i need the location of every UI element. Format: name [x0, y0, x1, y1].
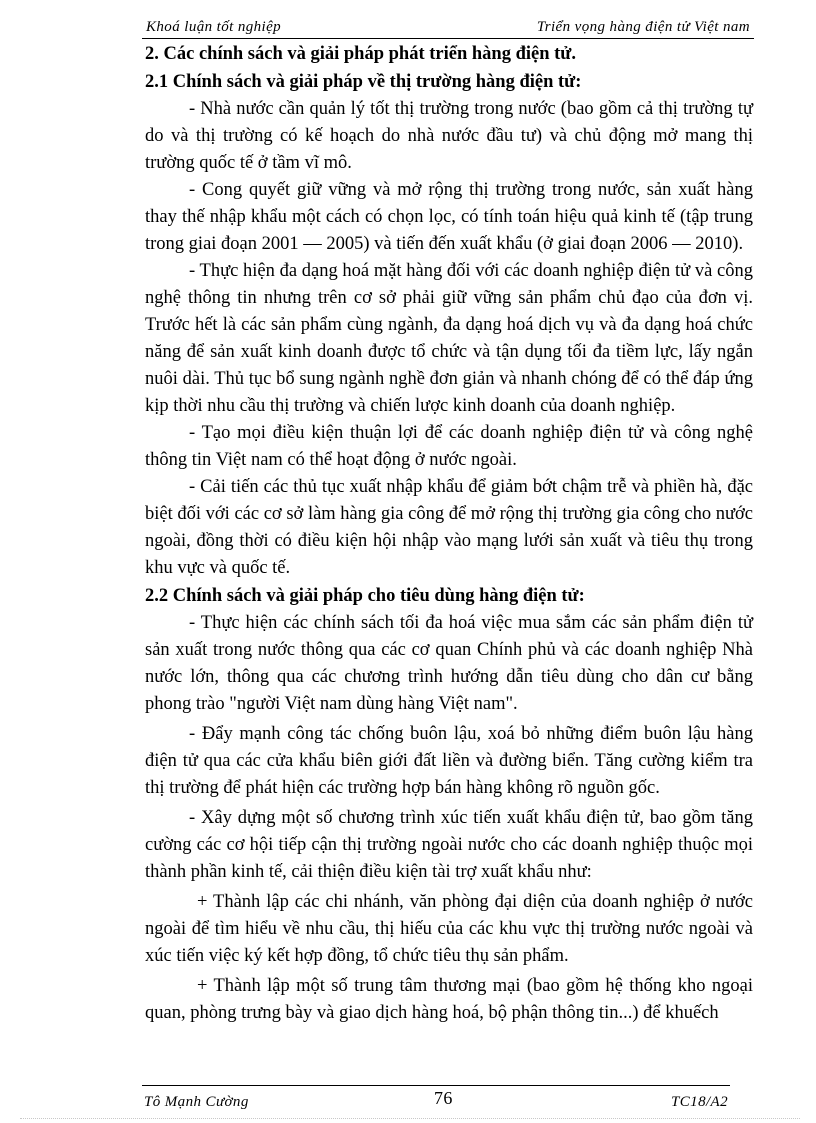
- paragraph-2-1-4: - Tạo mọi điều kiện thuận lợi để các doanh nghiệp điện tử và công nghệ thông tin Việt nam có thể hoạt động ở nước ngoài.: [145, 423, 753, 470]
- header-topic-title: Triển vọng hàng điện tử Việt nam: [536, 19, 750, 35]
- footer-class-code: TC18/A2: [671, 1094, 728, 1110]
- page-number: 76: [434, 1088, 453, 1108]
- paragraph-2-2-2: - Đẩy mạnh công tác chống buôn lậu, xoá bỏ những điểm buôn lậu hàng điện tử qua các cửa khẩu biên giới đất liền và đường biển. Tăng cường kiểm tra thị trường để phát hiện các trường hợp bán hàng không rõ nguồn gốc.: [145, 724, 753, 798]
- paragraph-2-1-1: - Nhà nước cần quản lý tốt thị trường trong nước (bao gồm cả thị trường tự do và thị trường có kế hoạch do nhà nước đầu tư) và chủ động mở mang thị trường quốc tế ở tầm vĩ mô.: [145, 99, 753, 173]
- running-header: [142, 16, 754, 39]
- header-thesis-label: Khoá luận tốt nghiệp: [146, 19, 282, 35]
- footer-author: Tô Mạnh Cường: [144, 1094, 249, 1110]
- running-footer: [142, 1085, 730, 1110]
- page-body: [145, 40, 753, 1027]
- page-edge-divider: [20, 1118, 800, 1120]
- paragraph-2-1-2: - Cong quyết giữ vững và mở rộng thị trường trong nước, sản xuất hàng thay thế nhập khẩu một cách có chọn lọc, có tính toán hiệu quả kinh tế (tập trung trong giai đoạn 2001 — 2005) và tiến đến xuất khẩu (ở giai đoạn 2006 — 2010).: [145, 180, 753, 254]
- heading-section-2-1: 2.1 Chính sách và giải pháp về thị trường hàng điện tử:: [145, 72, 582, 92]
- paragraph-2-1-5: - Cải tiến các thủ tục xuất nhập khẩu để giảm bớt chậm trễ và phiền hà, đặc biệt đối với các cơ sở làm hàng gia công để mở rộng thị trường gia công cho nước ngoài, đồng thời có điều kiện hội nhập vào mạng lưới sản xuất và tiêu thụ trong khu vực và quốc tế.: [145, 477, 753, 578]
- paragraph-2-2-5: + Thành lập một số trung tâm thương mại (bao gồm hệ thống kho ngoại quan, phòng trưng bày và giao dịch hàng hoá, bộ phận thông tin...) để khuếch: [145, 976, 753, 1023]
- paragraph-2-2-4: + Thành lập các chi nhánh, văn phòng đại diện của doanh nghiệp ở nước ngoài để tìm hiểu về nhu cầu, thị hiếu của các khu vực thị trường nước ngoài và xúc tiến việc ký kết hợp đồng, tổ chức tiêu thụ sản phẩm.: [145, 892, 753, 966]
- heading-main: 2. Các chính sách và giải pháp phát triển hàng điện tử.: [145, 44, 577, 64]
- paragraph-2-2-3: - Xây dựng một số chương trình xúc tiến xuất khẩu điện tử, bao gồm tăng cường các cơ hội tiếp cận thị trường ngoài nước cho các doanh nghiệp thuộc mọi thành phần kinh tế, cải thiện điều kiện tài trợ xuất khẩu như:: [145, 808, 753, 882]
- paragraph-2-2-1: - Thực hiện các chính sách tối đa hoá việc mua sắm các sản phẩm điện tử sản xuất trong nước thông qua các cơ quan Chính phủ và các doanh nghiệp Nhà nước lớn, thông qua các chương trình hướng dẫn tiêu dùng cho dân cư bằng phong trào "người Việt nam dùng hàng Việt nam".: [145, 613, 753, 714]
- heading-section-2-2: 2.2 Chính sách và giải pháp cho tiêu dùng hàng điện tử:: [145, 586, 585, 606]
- paragraph-2-1-3: - Thực hiện đa dạng hoá mặt hàng đối với các doanh nghiệp điện tử và công nghệ thông tin nhưng trên cơ sở phải giữ vững sản phẩm chủ đạo của đơn vị. Trước hết là các sản phẩm cùng ngành, đa dạng hoá dịch vụ và đa dạng hoá chức năng để sản xuất kinh doanh được tổ chức và tận dụng tối đa tiềm lực, lấy ngắn nuôi dài. Thủ tục bổ sung ngành nghề đơn giản và nhanh chóng để có thể đáp ứng kịp thời nhu cầu thị trường và chiến lược kinh doanh của doanh nghiệp.: [145, 261, 753, 416]
